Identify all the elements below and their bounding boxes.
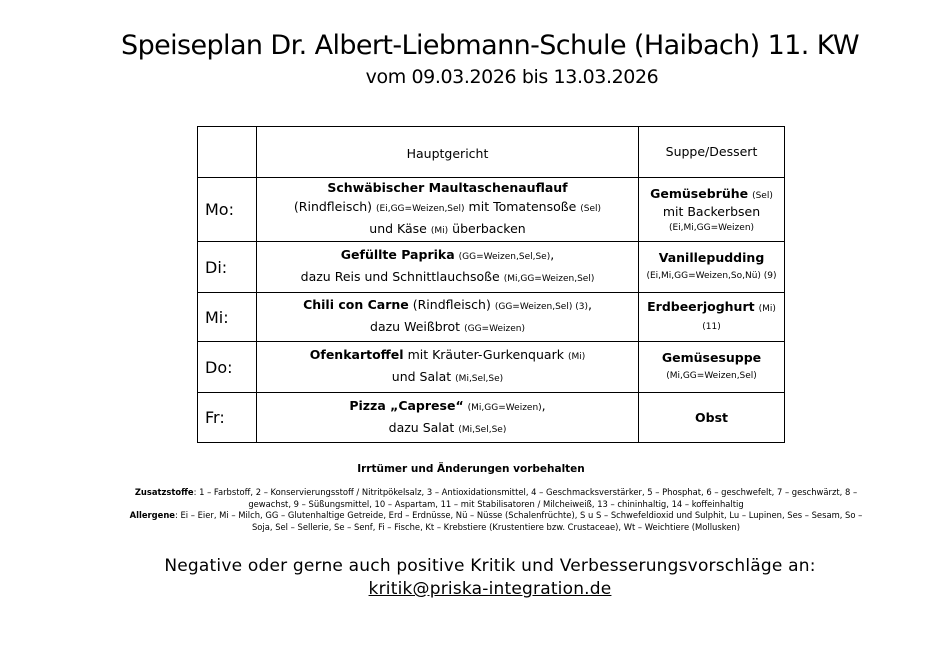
allergen-note: (Mi) [430, 226, 449, 236]
dish-text: , [541, 397, 546, 413]
allergen-note: (Mi,Sel,Se) [458, 424, 507, 435]
side-name: Gemüsesuppe [661, 350, 762, 365]
dish-text: dazu Weißbrot [370, 319, 461, 334]
allergen-note: (GG=Weizen,Sel,Se) [458, 252, 551, 262]
table-row [198, 342, 785, 393]
allergens-label: Allergene [129, 510, 175, 520]
day-label: Fr: [198, 393, 257, 443]
dish-name: Schwäbischer Maultaschenauflauf [327, 180, 568, 195]
side-name: Obst [695, 409, 728, 425]
allergen-note: (Mi) [567, 352, 586, 362]
allergen-note: (Mi,Sel,Se) [455, 374, 504, 384]
dish-text: mit Tomatensoße [468, 199, 577, 214]
side-dish [639, 293, 785, 342]
table-header-row [198, 127, 785, 178]
allergen-note: (Sel) [752, 190, 773, 201]
allergen-note: (Sel) [580, 204, 602, 214]
date-range: vom 09.03.2026 bis 13.03.2026 [365, 66, 659, 88]
menu-table [197, 126, 785, 443]
column-header-side: Suppe/Dessert [639, 127, 785, 178]
dish-text: und Käse [369, 221, 427, 236]
allergen-note: (Mi,GG=Weizen,Sel) [503, 274, 595, 284]
day-label: Do: [198, 342, 257, 393]
day-label: Mo: [198, 178, 257, 242]
column-header-main: Hauptgericht [257, 127, 639, 178]
allergen-note: (Mi,GG=Weizen) [467, 402, 542, 413]
allergens-text: : Ei – Eier, Mi – Milch, GG – Glutenhaltige Getreide, Erd – Erdnüsse, Nü – Nüsse (Schalenfrüchte), S u S – Schwefeldioxid und Sulphit, Lu – Lupinen, Ses – Sesam, So – Soja, Sel – Sellerie, Se – Senf, Fi – Fische, Kt – Krebstiere (Krustentiere bzw. Crustaceae), Wt – Weichtiere (Mollusken) [175, 510, 863, 532]
table-row [198, 393, 785, 443]
legend-block [126, 487, 866, 533]
dish-text: , [587, 297, 592, 312]
disclaimer-note: Irrtümer und Änderungen vorbehalten [357, 463, 585, 475]
dish-text: überbacken [452, 221, 526, 236]
corner-cell [198, 127, 257, 178]
additives-legend [126, 487, 866, 510]
day-label: Di: [198, 242, 257, 293]
dish-text: dazu Reis und Schnittlauchsoße [300, 269, 500, 284]
dish-name: Chili con Carne [303, 297, 409, 312]
dish-text: mit Kräuter-Gurkenquark [407, 347, 564, 362]
side-dish [639, 178, 785, 242]
day-label: Mi: [198, 293, 257, 342]
side-dish [639, 393, 785, 443]
side-name: Gemüsebrühe [650, 185, 749, 201]
allergen-note: (Mi,GG=Weizen,Sel) [666, 371, 757, 381]
allergen-note: (Ei,GG=Weizen,Sel) [376, 204, 465, 214]
main-dish [257, 178, 639, 242]
dish-text: und Salat [391, 369, 452, 384]
main-dish [257, 293, 639, 342]
main-dish [257, 393, 639, 443]
additives-label: Zusatzstoffe [134, 487, 194, 497]
side-name: Erdbeerjoghurt [647, 299, 755, 314]
dish-text: dazu Salat [388, 419, 455, 435]
allergen-note: (Ei,Mi,GG=Weizen,So,Nü) (9) [646, 271, 777, 281]
allergen-note: (Ei,Mi,GG=Weizen) [668, 222, 755, 233]
allergen-note: (Mi) (11) [702, 304, 776, 332]
dish-text: (Rindfleisch) [293, 199, 373, 214]
side-dish [639, 242, 785, 293]
allergens-legend [126, 510, 866, 533]
dish-name: Ofenkartoffel [309, 347, 404, 362]
dish-name: Gefüllte Paprika [340, 247, 455, 262]
additives-text: : 1 – Farbstoff, 2 – Konservierungsstoff / Nitritpökelsalz, 3 – Antioxidationsmittel, 4 – Geschmacksverstärker, 5 – Phosphat, 6 – geschwefelt, 7 – geschwärzt, 8 – gewachst, 9 – Süßungsmittel, 10 – Aspartam, 11 – mit Stabilisatoren / Milcheiweiß, 13 – chininhaltig, 14 – koffeinhaltig [193, 487, 858, 509]
dish-text: (Rindfleisch) [412, 297, 491, 312]
main-dish [257, 342, 639, 393]
side-text: mit Backerbsen [662, 203, 761, 219]
feedback-text: Negative oder gerne auch positive Kritik und Verbesserungsvorschläge an: [164, 556, 816, 576]
side-name: Vanillepudding [658, 250, 765, 265]
side-dish [639, 342, 785, 393]
page-title: Speiseplan Dr. Albert-Liebmann-Schule (Haibach) 11. KW [121, 30, 859, 61]
dish-text: , [550, 247, 555, 262]
dish-name: Pizza „Caprese“ [349, 397, 464, 413]
table-row [198, 178, 785, 242]
allergen-note: (GG=Weizen) [464, 324, 525, 334]
main-dish [257, 242, 639, 293]
feedback-email-link[interactable]: kritik@priska-integration.de [368, 579, 612, 599]
table-row [198, 293, 785, 342]
allergen-note: (GG=Weizen,Sel) (3) [494, 302, 588, 312]
table-row [198, 242, 785, 293]
